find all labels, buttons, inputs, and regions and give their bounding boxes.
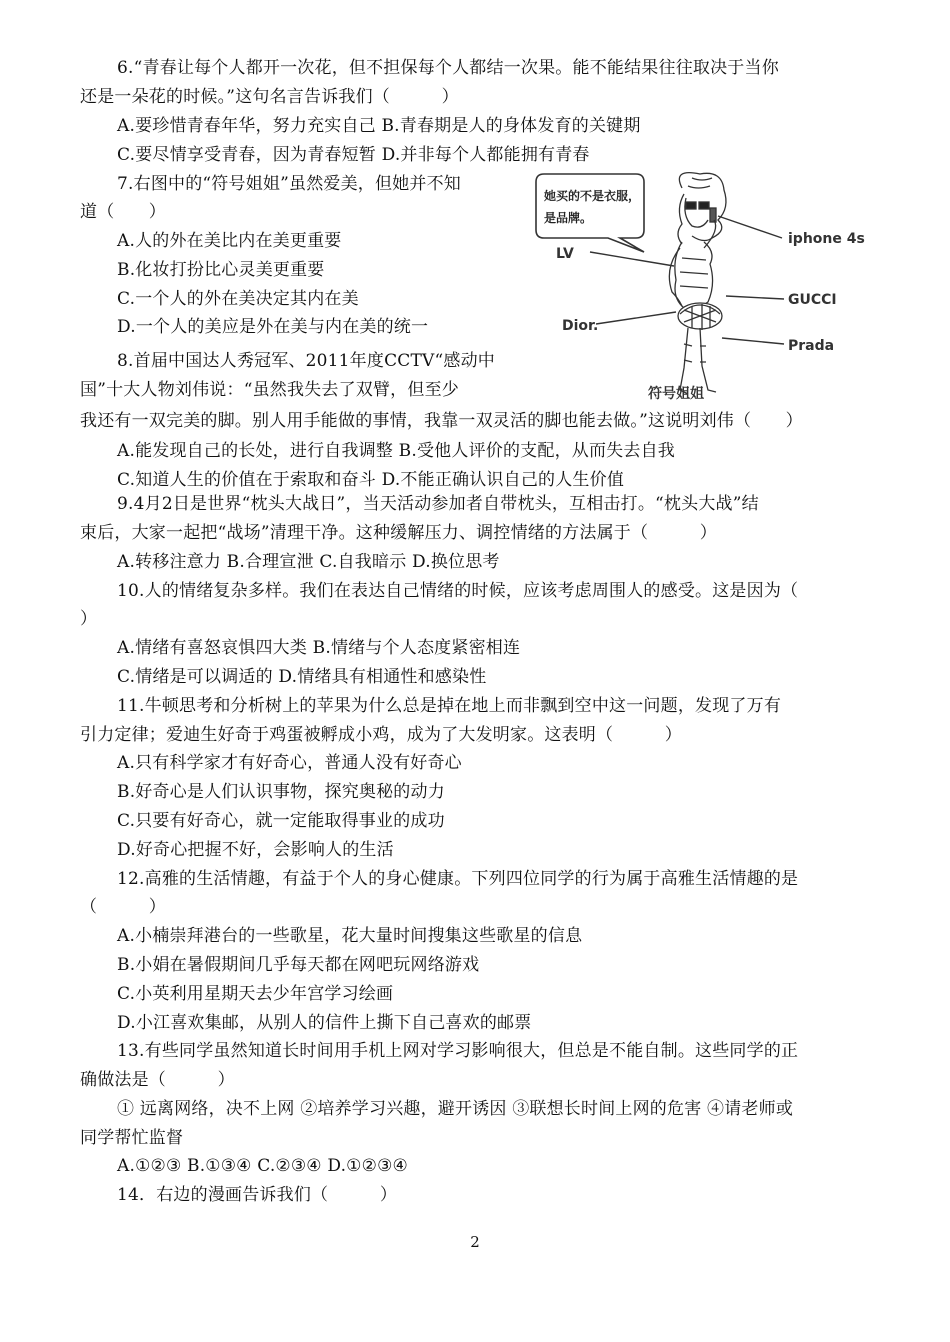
- q11-option-a: A.只有科学家才有好奇心，普通人没有好奇心: [117, 753, 462, 773]
- label-dior: Dior.: [562, 318, 599, 334]
- q6-stem-line-2: 还是一朵花的时候。”这句名言告诉我们（ ）: [80, 87, 459, 107]
- q7-option-c: C.一个人的外在美决定其内在美: [117, 289, 359, 309]
- q12-stem-line-2: （ ）: [80, 897, 166, 917]
- q10-stem-line-1: 10.人的情绪复杂多样。我们在表达自己情绪的时候，应该考虑周围人的感受。这是因为（: [117, 581, 799, 601]
- q6-stem-line-1: 6.“青春让每个人都开一次花，但不担保每个人都结一次果。能不能结果往往取决于当你: [117, 58, 779, 78]
- q7-option-a: A.人的外在美比内在美更重要: [117, 231, 342, 251]
- q11-option-d: D.好奇心把握不好，会影响人的生活: [117, 840, 394, 860]
- q10-options-cd: C.情绪是可以调适的 D.情绪具有相通性和感染性: [117, 667, 487, 687]
- q8-stem-line-3: 我还有一双完美的脚。别人用手能做的事情，我靠一双灵活的脚也能去做。”这说明刘伟（ ）: [80, 411, 803, 431]
- label-prada: Prada: [788, 338, 835, 354]
- woman-figure: [669, 173, 726, 394]
- q13-statements-line-2: 同学帮忙监督: [80, 1128, 184, 1148]
- q13-options: A.①②③ B.①③④ C.②③④ D.①②③④: [117, 1156, 408, 1176]
- label-iphone: iphone 4s: [788, 231, 865, 247]
- q11-stem-line-1: 11.牛顿思考和分析树上的苹果为什么总是掉在地上而非飘到空中这一问题，发现了万有: [117, 696, 782, 716]
- label-lv: LV: [556, 246, 574, 262]
- q7-option-b: B.化妆打扮比心灵美更重要: [117, 260, 325, 280]
- q14-stem: 14．右边的漫画告诉我们（ ）: [117, 1185, 398, 1205]
- q6-options-cd: C.要尽情享受青春，因为青春短暂 D.并非每个人都能拥有青春: [117, 145, 590, 165]
- page-number: 2: [470, 1233, 480, 1251]
- q8-stem-line-2: 国”十大人物刘伟说：“虽然我失去了双臂，但至少: [80, 380, 459, 400]
- q9-options: A.转移注意力 B.合理宣泄 C.自我暗示 D.换位思考: [117, 552, 500, 572]
- speech-line-2: 是品牌。: [544, 211, 593, 225]
- q8-options-cd: C.知道人生的价值在于索取和奋斗 D.不能正确认识自己的人生价值: [117, 470, 625, 490]
- q7-stem-line-1: 7.右图中的“符号姐姐”虽然爱美，但她并不知: [117, 174, 462, 194]
- symbol-sister-cartoon: [532, 168, 892, 408]
- q9-stem-line-2: 束后，大家一起把“战场”清理干净。这种缓解压力、调控情绪的方法属于（ ）: [80, 523, 717, 543]
- figure-caption: 符号姐姐: [648, 386, 704, 402]
- q8-stem-line-1: 8.首届中国达人秀冠军、2011年度CCTV“感动中: [117, 351, 496, 371]
- q13-stem-line-1: 13.有些同学虽然知道长时间用手机上网对学习影响很大，但总是不能自制。这些同学的正: [117, 1041, 799, 1061]
- q11-option-b: B.好奇心是人们认识事物，探究奥秘的动力: [117, 782, 445, 802]
- q12-stem-line-1: 12.高雅的生活情趣，有益于个人的身心健康。下列四位同学的行为属于高雅生活情趣的是: [117, 869, 799, 889]
- q12-option-b: B.小娟在暑假期间几乎每天都在网吧玩网络游戏: [117, 955, 480, 975]
- q11-option-c: C.只要有好奇心，就一定能取得事业的成功: [117, 811, 445, 831]
- label-gucci: GUCCI: [788, 292, 837, 308]
- q12-option-d: D.小江喜欢集邮，从别人的信件上撕下自己喜欢的邮票: [117, 1013, 532, 1033]
- q8-options-ab: A.能发现自己的长处，进行自我调整 B.受他人评价的支配，从而失去自我: [117, 441, 675, 461]
- q10-stem-line-2: ）: [80, 609, 98, 629]
- speech-line-1: 她买的不是衣服，: [544, 189, 641, 203]
- q12-option-a: A.小楠崇拜港台的一些歌星，花大量时间搜集这些歌星的信息: [117, 926, 583, 946]
- q9-stem-line-1: 9.4月2日是世界“枕头大战日”，当天活动参加者自带枕头，互相击打。“枕头大战”结: [117, 494, 759, 514]
- q11-stem-line-2: 引力定律；爱迪生好奇于鸡蛋被孵成小鸡，成为了大发明家。这表明（ ）: [80, 725, 682, 745]
- q12-option-c: C.小英利用星期天去少年宫学习绘画: [117, 984, 394, 1004]
- q7-option-d: D.一个人的美应是外在美与内在美的统一: [117, 317, 429, 337]
- q6-options-ab: A.要珍惜青春年华，努力充实自己 B.青春期是人的身体发育的关键期: [117, 116, 641, 136]
- q13-stem-line-2: 确做法是（ ）: [80, 1070, 235, 1090]
- q10-options-ab: A.情绪有喜怒哀惧四大类 B.情绪与个人态度紧密相连: [117, 638, 521, 658]
- q13-statements-line-1: ① 远离网络，决不上网 ②培养学习兴趣，避开诱因 ③联想长时间上网的危害 ④请老师或: [117, 1099, 794, 1119]
- q7-stem-line-2: 道（ ）: [80, 202, 166, 222]
